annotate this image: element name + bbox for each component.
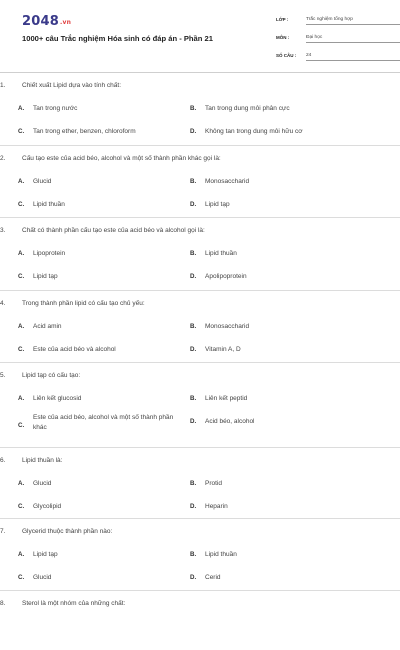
option-letter: A.: [18, 551, 25, 558]
option-text: Acid béo, alcohol: [205, 417, 255, 425]
option-letter: D.: [190, 273, 197, 280]
option-letter: C.: [18, 346, 25, 353]
option-text: Lipid tạp: [205, 200, 230, 208]
option-text: Lipid tạp: [33, 550, 58, 558]
option-text: Lipid thuần: [33, 200, 65, 208]
document-title: 1000+ câu Trắc nghiệm Hóa sinh có đáp án - Phần 21: [22, 34, 213, 43]
question-text: Chất có thành phần cấu tạo este của acid béo và alcohol gọi là:: [22, 227, 205, 234]
question-item: [0, 362, 400, 448]
option-letter: A.: [18, 395, 25, 402]
option-text: Glucid: [33, 479, 52, 487]
logo-suffix: .vn: [59, 19, 72, 26]
option-text: Glycolipid: [33, 502, 62, 510]
question-number: 8.: [0, 600, 6, 607]
option-text: Liên kết peptid: [205, 394, 248, 402]
option-letter: A.: [18, 323, 25, 330]
question-item: [0, 290, 400, 363]
question-item: [0, 217, 400, 291]
logo-text: 2048: [22, 14, 59, 29]
question-number: 6.: [0, 457, 6, 464]
question-number: 5.: [0, 372, 6, 379]
option-text: Lipoprotein: [33, 249, 66, 257]
option-letter: B.: [190, 105, 197, 112]
meta-info: [276, 13, 400, 67]
option-letter: D.: [190, 418, 197, 425]
question-text: Trong thành phần lipid có cấu tạo chủ yếu:: [22, 300, 145, 307]
question-text: Sterol là một nhóm của những chất:: [22, 600, 126, 607]
option-text: Lipid thuần: [205, 249, 237, 257]
option-letter: C.: [18, 201, 25, 208]
option-letter: A.: [18, 480, 25, 487]
option-letter: B.: [190, 395, 197, 402]
option-text: Không tan trong dung môi hữu cơ: [205, 127, 303, 135]
option-letter: B.: [190, 250, 197, 257]
option-text: Tan trong nước: [33, 104, 78, 112]
question-text: Lipid thuần là:: [22, 457, 63, 464]
option-letter: D.: [190, 346, 197, 353]
option-letter: B.: [190, 323, 197, 330]
option-letter: C.: [18, 503, 25, 510]
meta-value: Đại học: [306, 35, 400, 43]
option-text: Acid amin: [33, 322, 62, 330]
option-text: Tan trong ether, benzen, chloroform: [33, 127, 136, 135]
option-letter: C.: [18, 422, 25, 429]
question-number: 7.: [0, 528, 6, 535]
meta-value: Trắc nghiệm tổng hợp: [306, 17, 400, 25]
question-item: [0, 72, 400, 146]
question-number: 2.: [0, 155, 6, 162]
option-text: Monosaccharid: [205, 322, 250, 330]
meta-label: LỚP :: [276, 17, 289, 22]
option-letter: C.: [18, 128, 25, 135]
option-letter: D.: [190, 503, 197, 510]
question-text: Lipid tạp có cấu tạo:: [22, 372, 81, 379]
option-text: Lipid thuần: [205, 550, 237, 558]
option-text: Este của acid béo, alcohol và một số thành phần khác: [33, 413, 174, 431]
option-text: Cerid: [205, 573, 221, 581]
option-text: Protid: [205, 479, 222, 487]
question-text: Glycerid thuộc thành phần nào:: [22, 528, 113, 535]
option-text: Glucid: [33, 177, 52, 185]
option-text: Liên kết glucosid: [33, 394, 82, 402]
header: [22, 0, 378, 70]
question-item: [0, 145, 400, 218]
option-text: Monosaccharid: [205, 177, 250, 185]
meta-subject-row: [276, 31, 400, 49]
question-item: [0, 590, 400, 650]
meta-value: 24: [306, 53, 400, 61]
option-text: Glucid: [33, 573, 52, 581]
question-item: [0, 518, 400, 591]
option-text: Lipid tạp: [33, 272, 58, 280]
question-text: Cấu tạo este của acid béo, alcohol và một số thành phần khác gọi là:: [22, 155, 221, 162]
question-list: [0, 72, 400, 607]
option-letter: D.: [190, 574, 197, 581]
option-text: Vitamin A, D: [205, 345, 241, 353]
option-letter: B.: [190, 480, 197, 487]
option-letter: A.: [18, 250, 25, 257]
option-text: Tan trong dung môi phân cực: [205, 104, 290, 112]
option-text: Este của acid béo và alcohol: [33, 345, 116, 353]
meta-label: SỐ CÂU :: [276, 53, 297, 58]
question-text: Chiết xuất Lipid dựa vào tính chất:: [22, 82, 122, 89]
option-text: Heparin: [205, 502, 228, 510]
option-letter: C.: [18, 574, 25, 581]
option-letter: C.: [18, 273, 25, 280]
question-number: 4.: [0, 300, 6, 307]
meta-class-row: [276, 13, 400, 31]
option-letter: A.: [18, 178, 25, 185]
question-number: 1.: [0, 82, 6, 89]
option-letter: B.: [190, 178, 197, 185]
meta-count-row: [276, 49, 400, 67]
logo[interactable]: [22, 14, 71, 29]
meta-label: MÔN :: [276, 35, 290, 40]
question-number: 3.: [0, 227, 6, 234]
option-letter: D.: [190, 201, 197, 208]
option-letter: B.: [190, 551, 197, 558]
option-letter: A.: [18, 105, 25, 112]
option-text: Apolipoprotein: [205, 272, 247, 280]
question-item: [0, 447, 400, 519]
option-letter: D.: [190, 128, 197, 135]
